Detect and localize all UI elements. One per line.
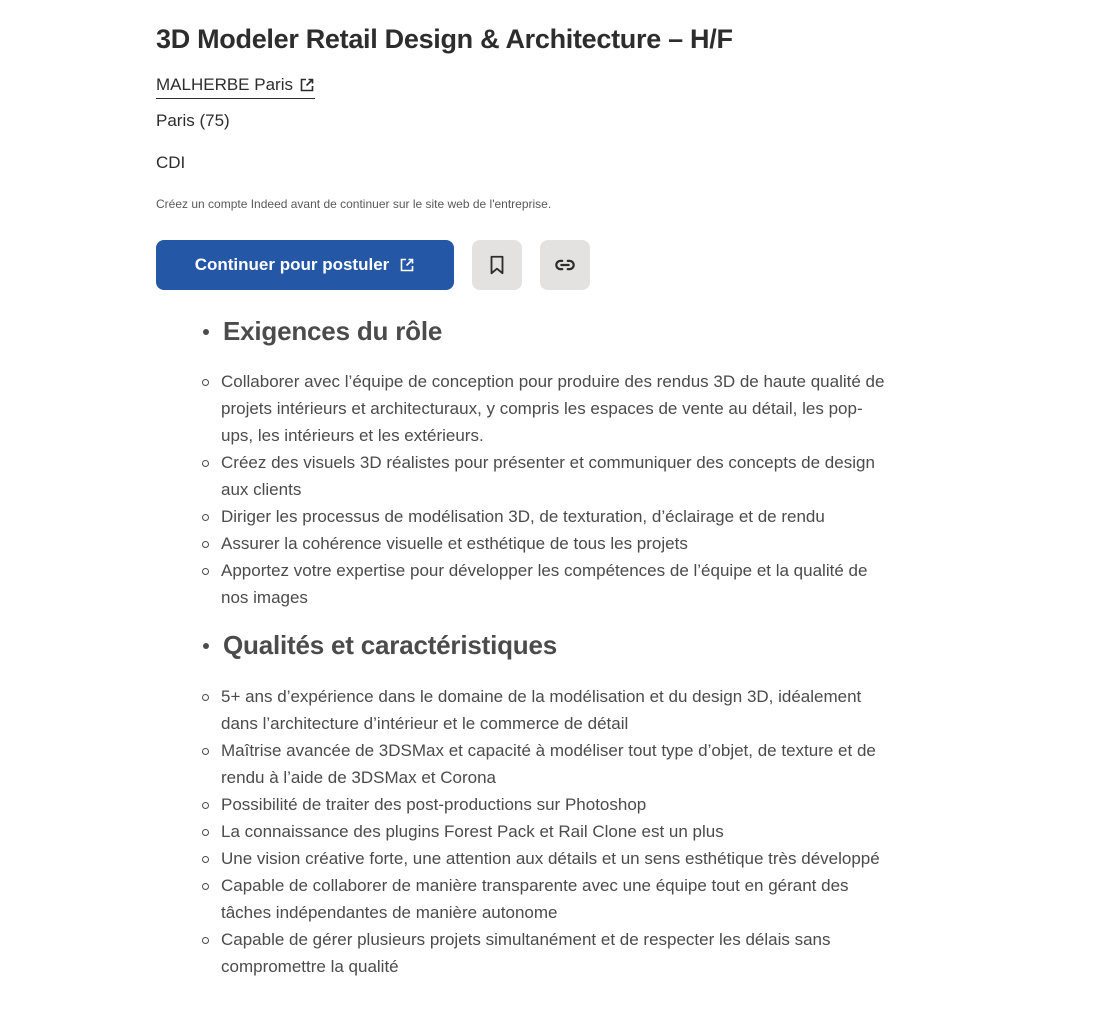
external-link-icon xyxy=(399,257,415,273)
copy-link-button[interactable] xyxy=(540,240,590,290)
list-item: Capable de collaborer de manière transparente avec une équipe tout en gérant des tâches indépendantes de manière autonome xyxy=(221,872,891,926)
save-job-button[interactable] xyxy=(472,240,522,290)
job-location: Paris (75) xyxy=(156,111,230,130)
company-name: MALHERBE Paris xyxy=(156,75,293,94)
list-item: Assurer la cohérence visuelle et esthétique de tous les projets xyxy=(221,530,891,557)
external-link-icon xyxy=(299,77,315,93)
qualities-list xyxy=(221,683,891,980)
section-heading: Exigences du rôle xyxy=(223,316,443,346)
list-item: Une vision créative forte, une attention aux détails et un sens esthétique très développé xyxy=(221,845,891,872)
account-notice: Créez un compte Indeed avant de continuer sur le site web de l'entreprise. xyxy=(156,197,552,211)
section-role-requirements xyxy=(201,316,442,347)
circle-bullet-icon xyxy=(202,694,209,701)
section-heading: Qualités et caractéristiques xyxy=(223,630,557,660)
circle-bullet-icon xyxy=(202,568,209,575)
link-icon xyxy=(554,254,576,276)
contract-type: CDI xyxy=(156,153,186,172)
circle-bullet-icon xyxy=(202,937,209,944)
company-link[interactable] xyxy=(156,75,315,99)
circle-bullet-icon xyxy=(202,748,209,755)
section-qualities xyxy=(201,630,557,661)
bookmark-icon xyxy=(486,254,508,276)
circle-bullet-icon xyxy=(202,883,209,890)
circle-bullet-icon xyxy=(202,460,209,467)
list-item: Diriger les processus de modélisation 3D, de texturation, d’éclairage et de rendu xyxy=(221,503,891,530)
circle-bullet-icon xyxy=(202,856,209,863)
job-title: 3D Modeler Retail Design & Architecture – H/F xyxy=(156,24,733,54)
list-item: La connaissance des plugins Forest Pack et Rail Clone est un plus xyxy=(221,818,891,845)
circle-bullet-icon xyxy=(202,802,209,809)
circle-bullet-icon xyxy=(202,829,209,836)
circle-bullet-icon xyxy=(202,379,209,386)
role-requirements-list xyxy=(221,368,891,611)
bullet-icon xyxy=(203,643,209,649)
apply-button[interactable] xyxy=(156,240,454,290)
list-item: Apportez votre expertise pour développer les compétences de l’équipe et la qualité de nos images xyxy=(221,557,891,611)
list-item: Créez des visuels 3D réalistes pour présenter et communiquer des concepts de design aux clients xyxy=(221,449,891,503)
list-item: Maîtrise avancée de 3DSMax et capacité à modéliser tout type d’objet, de texture et de rendu à l’aide de 3DSMax et Corona xyxy=(221,737,891,791)
bullet-icon xyxy=(203,329,209,335)
circle-bullet-icon xyxy=(202,541,209,548)
list-item: Collaborer avec l’équipe de conception pour produire des rendus 3D de haute qualité de projets intérieurs et architecturaux, y compris les espaces de vente au détail, les pop-ups, les intérieurs et les extérieurs. xyxy=(221,368,891,449)
circle-bullet-icon xyxy=(202,514,209,521)
list-item: Capable de gérer plusieurs projets simultanément et de respecter les délais sans compromettre la qualité xyxy=(221,926,891,980)
list-item: Possibilité de traiter des post-productions sur Photoshop xyxy=(221,791,891,818)
list-item: 5+ ans d’expérience dans le domaine de la modélisation et du design 3D, idéalement dans l’architecture d’intérieur et le commerce de détail xyxy=(221,683,891,737)
apply-label: Continuer pour postuler xyxy=(194,255,390,274)
